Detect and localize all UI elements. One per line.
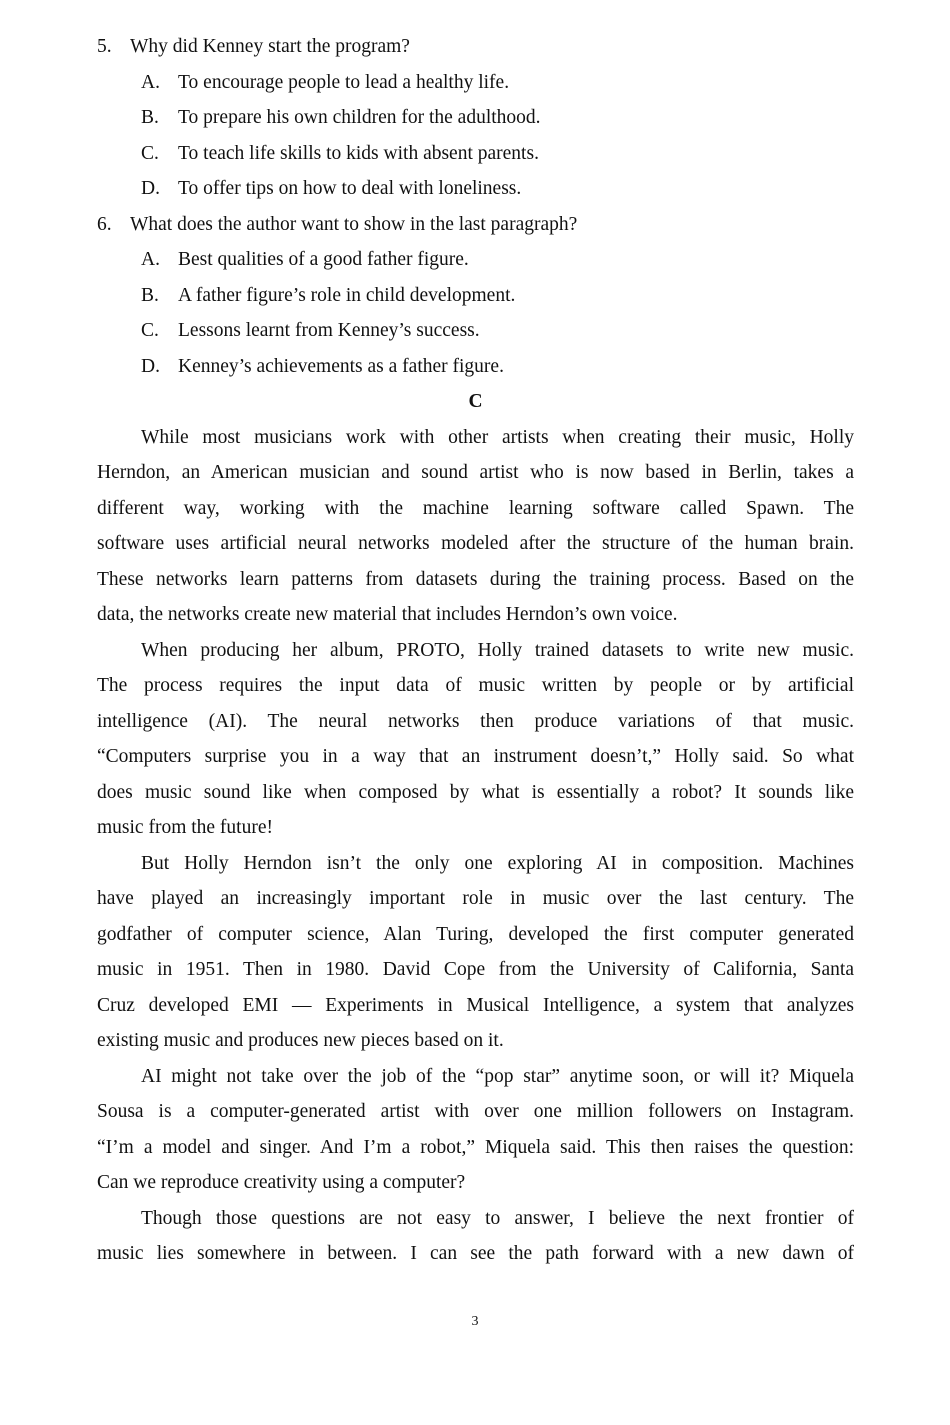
answer-option [97,171,854,207]
paragraph-line: does music sound like when composed by what is essentially a robot? It sounds like [97,781,854,803]
answer-option [97,313,854,349]
paragraph-line: When producing her album, PROTO, Holly trained datasets to write new music. [141,639,854,661]
paragraph-line: Though those questions are not easy to answer, I believe the next frontier of [141,1207,854,1229]
paragraph-line: music in 1951. Then in 1980. David Cope from the University of California, Santa [97,959,854,980]
answer-option [97,278,854,314]
paragraph-line: Sousa is a computer-generated artist with over one million followers on Instagram. [97,1101,854,1122]
question-number: 5. [97,36,112,57]
question-stem [97,207,854,243]
paragraph-line: software uses artificial neural networks modeled after the structure of the human brain. [97,533,854,554]
answer-option [97,65,854,101]
passage-paragraph [97,420,854,633]
option-text: Best qualities of a good father figure. [178,249,469,270]
option-letter: A. [141,71,160,93]
option-letter: B. [141,107,159,128]
paragraph-line: intelligence (AI). The neural networks then produce variations of that music. [97,710,854,732]
passage-paragraph [97,633,854,846]
page-number: 3 [471,1314,479,1329]
option-letter: C. [141,320,159,341]
option-letter: C. [141,142,159,164]
option-text: Lessons learnt from Kenney’s success. [178,320,480,341]
paragraph-line: music from the future! [97,817,273,838]
question-stem [97,29,854,65]
paragraph-line: The process requires the input data of music written by people or by artificial [97,675,854,696]
paragraph-line: Herndon, an American musician and sound artist who is now based in Berlin, takes a [97,462,854,483]
paragraph-line: “I’m a model and singer. And I’m a robot,” Miquela said. This then raises the question: [97,1136,854,1158]
paragraph-line: have played an increasingly important role in music over the last century. The [97,888,854,909]
section-title: C [468,391,483,412]
paragraph-line: different way, working with the machine learning software called Spawn. The [97,497,854,519]
paragraph-line: AI might not take over the job of the “pop star” anytime soon, or will it? Miquela [141,1065,854,1087]
option-letter: D. [141,178,160,199]
question-text: Why did Kenney start the program? [130,36,410,57]
option-text: To prepare his own children for the adulthood. [178,107,541,128]
question-number: 6. [97,213,112,235]
paragraph-line: godfather of computer science, Alan Turing, developed the first computer generated [97,923,854,945]
option-text: Kenney’s achievements as a father figure. [178,355,504,377]
option-text: To teach life skills to kids with absent parents. [178,142,539,164]
answer-option [97,349,854,385]
answer-option [97,100,854,136]
question-text: What does the author want to show in the last paragraph? [130,213,578,235]
option-text: A father figure’s role in child development. [178,284,516,306]
paragraph-line: existing music and produces new pieces based on it. [97,1030,504,1051]
passage-paragraph [97,846,854,1059]
answer-option [97,242,854,278]
paragraph-line: While most musicians work with other artists when creating their music, Holly [141,426,854,448]
passage-paragraph [97,1059,854,1201]
paragraph-line: But Holly Herndon isn’t the only one exploring AI in composition. Machines [141,852,854,874]
option-letter: D. [141,355,160,377]
option-text: To encourage people to lead a healthy life. [178,71,510,93]
paragraph-line: Can we reproduce creativity using a computer? [97,1172,466,1193]
option-letter: B. [141,284,159,306]
passage-paragraph [97,1201,854,1272]
paragraph-line: These networks learn patterns from datasets during the training process. Based on the [97,568,854,590]
answer-option [97,136,854,172]
paragraph-line: music lies somewhere in between. I can see the path forward with a new dawn of [97,1243,854,1264]
paragraph-line: “Computers surprise you in a way that an instrument doesn’t,” Holly said. So what [97,746,854,767]
paragraph-line: data, the networks create new material that includes Herndon’s own voice. [97,604,678,625]
option-letter: A. [141,249,160,270]
option-text: To offer tips on how to deal with loneliness. [178,178,522,199]
document-page [97,29,854,1272]
paragraph-line: Cruz developed EMI — Experiments in Musical Intelligence, a system that analyzes [97,994,854,1016]
